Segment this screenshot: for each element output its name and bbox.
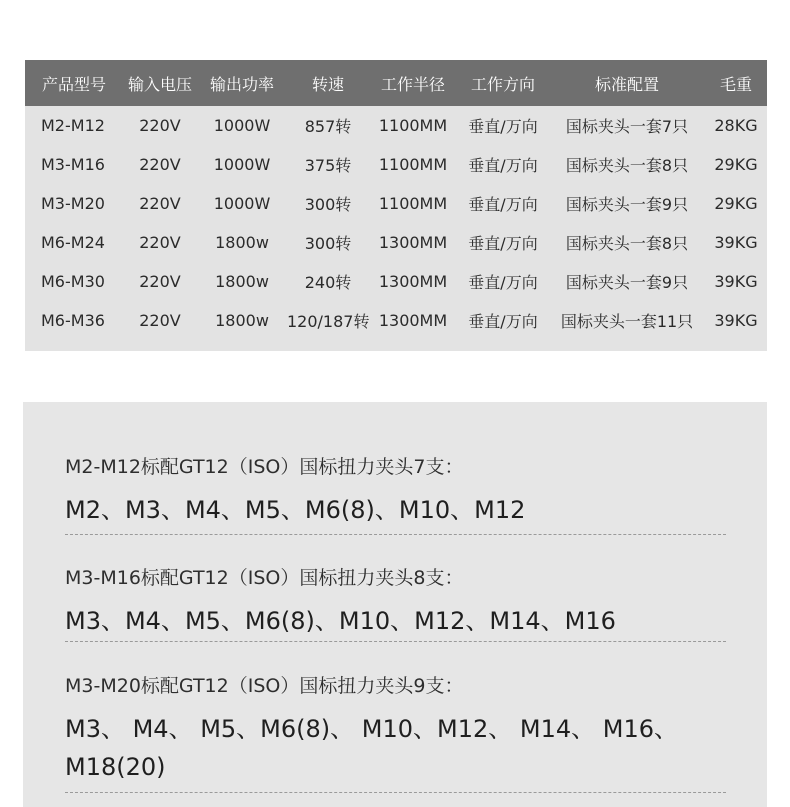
header-speed: 转速: [311, 74, 344, 94]
cell-voltage: 220V: [139, 155, 181, 174]
config-items: M3、M4、M5、M6(8)、M10、M12、M14、M16: [65, 607, 616, 635]
table-row: [25, 301, 767, 340]
standard-config-box: [23, 402, 767, 807]
spec-table: [25, 60, 767, 351]
table-row: [25, 145, 767, 184]
header-direction: 工作方向: [470, 74, 535, 94]
header-weight: 毛重: [719, 74, 752, 94]
cell-model: M2-M12: [41, 116, 105, 135]
cell-weight: 39KG: [714, 233, 758, 252]
config-title: M3-M20标配GT12（ISO）国标扭力夹头9支：: [65, 675, 464, 697]
divider: [65, 534, 726, 535]
header-config: 标准配置: [594, 74, 659, 94]
cell-weight: 29KG: [714, 194, 758, 213]
cell-weight: 39KG: [714, 272, 758, 291]
header-radius: 工作半径: [380, 74, 445, 94]
cell-power: 1800w: [215, 311, 269, 330]
cell-weight: 39KG: [714, 311, 758, 330]
cell-radius: 1300MM: [378, 311, 448, 330]
cell-power: 1800w: [215, 233, 269, 252]
cell-config: 国标夹头一套8只: [565, 156, 689, 175]
cell-config: 国标夹头一套8只: [565, 234, 689, 253]
cell-direction: 垂直/万向: [468, 312, 538, 331]
cell-power: 1000W: [213, 155, 271, 174]
cell-model: M3-M16: [41, 155, 105, 174]
table-row: [25, 223, 767, 262]
cell-speed: 300转: [304, 234, 352, 253]
cell-radius: 1100MM: [378, 116, 448, 135]
cell-voltage: 220V: [139, 194, 181, 213]
cell-direction: 垂直/万向: [468, 117, 538, 136]
cell-power: 1000W: [213, 116, 271, 135]
config-items: M3、 M4、 M5、M6(8)、 M10、M12、 M14、 M16、 M18(20): [65, 715, 679, 781]
cell-power: 1000W: [213, 194, 271, 213]
config-items: M2、M3、M4、M5、M6(8)、M10、M12: [65, 496, 526, 524]
table-row: [25, 106, 767, 145]
cell-speed: 300转: [304, 195, 352, 214]
cell-voltage: 220V: [139, 311, 181, 330]
divider: [65, 792, 726, 793]
cell-direction: 垂直/万向: [468, 273, 538, 292]
cell-direction: 垂直/万向: [468, 234, 538, 253]
cell-speed: 375转: [304, 156, 352, 175]
cell-model: M6-M36: [41, 311, 105, 330]
cell-speed: 857转: [304, 117, 352, 136]
cell-voltage: 220V: [139, 233, 181, 252]
cell-config: 国标夹头一套9只: [565, 273, 689, 292]
cell-config: 国标夹头一套7只: [565, 117, 689, 136]
cell-radius: 1300MM: [378, 233, 448, 252]
cell-weight: 28KG: [714, 116, 758, 135]
cell-speed: 240转: [304, 273, 352, 292]
cell-config: 国标夹头一套9只: [565, 195, 689, 214]
config-section-m2-m12: [65, 452, 726, 529]
cell-direction: 垂直/万向: [468, 195, 538, 214]
header-power: 输出功率: [209, 74, 274, 94]
cell-voltage: 220V: [139, 116, 181, 135]
divider: [65, 641, 726, 642]
cell-model: M3-M20: [41, 194, 105, 213]
cell-config: 国标夹头一套11只: [560, 312, 694, 331]
header-model: 产品型号: [41, 74, 106, 94]
config-title: M2-M12标配GT12（ISO）国标扭力夹头7支：: [65, 456, 464, 478]
cell-speed: 120/187转: [287, 312, 370, 331]
table-row: [25, 262, 767, 301]
cell-radius: 1300MM: [378, 272, 448, 291]
config-title: M3-M16标配GT12（ISO）国标扭力夹头8支：: [65, 567, 464, 589]
config-section-m3-m16: [65, 563, 726, 640]
cell-voltage: 220V: [139, 272, 181, 291]
header-voltage: 输入电压: [127, 74, 192, 94]
config-section-m3-m20: [65, 671, 726, 786]
cell-direction: 垂直/万向: [468, 156, 538, 175]
cell-power: 1800w: [215, 272, 269, 291]
table-row: [25, 184, 767, 223]
cell-radius: 1100MM: [378, 194, 448, 213]
cell-weight: 29KG: [714, 155, 758, 174]
cell-model: M6-M30: [41, 272, 105, 291]
table-header: [25, 60, 767, 106]
cell-radius: 1100MM: [378, 155, 448, 174]
table-body: [25, 106, 767, 340]
cell-model: M6-M24: [41, 233, 105, 252]
